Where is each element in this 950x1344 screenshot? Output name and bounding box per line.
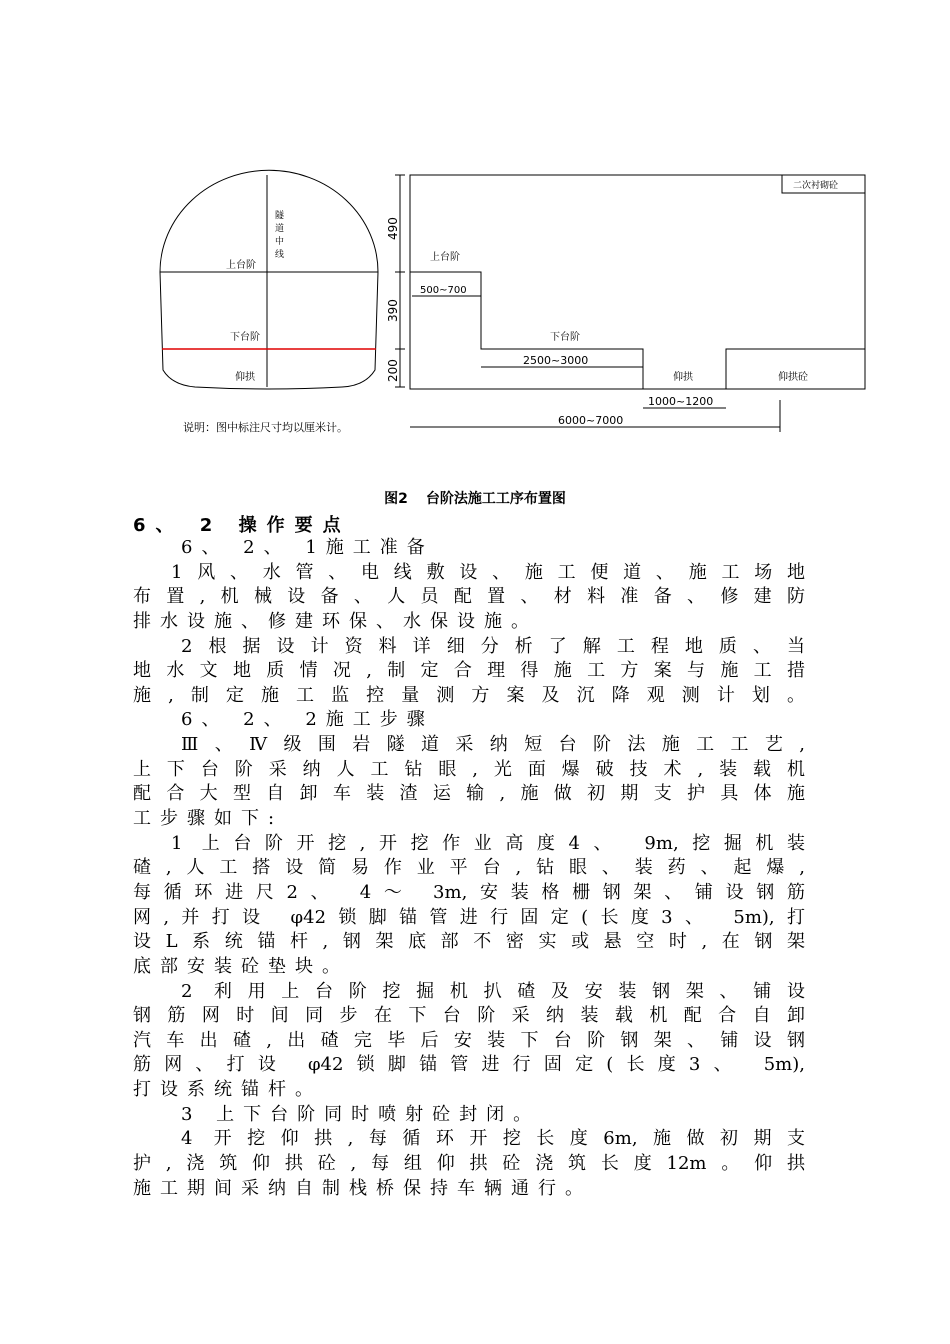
- text-line: 汽车出碴,出碴完毕后安装下台阶钢架、铺设钢: [133, 1029, 805, 1051]
- text-line: 3 上下台阶同时喷射砼封闭。: [181, 1103, 541, 1125]
- dim-490: 490: [386, 217, 400, 240]
- text-line: 底部安装砼垫块。: [133, 955, 349, 977]
- text-line: 筋网、打设 φ42锁脚锚管进行固定(长度3、 5m),: [133, 1054, 805, 1076]
- subsection-heading: 6、 2、 2施工步骤: [181, 709, 434, 731]
- figure-note: 说明：图中标注尺寸均以厘米计。: [183, 421, 348, 434]
- figure-number: 图2: [384, 491, 408, 507]
- text-line: 每循环进尺2、 4～ 3m,安装格栅钢架、铺设钢筋: [133, 881, 805, 903]
- text-line: 施,制定施工监控量测方案及沉降观测计划。: [133, 684, 805, 706]
- text-line: 碴,人工搭设简易作业平台,钻眼、装药、起爆,: [133, 857, 805, 879]
- invert-length: 1000~1200: [648, 395, 714, 408]
- text-line: 2 利用上台阶挖掘机扒碴及安装钢架、铺设: [181, 980, 805, 1002]
- body-text: [133, 536, 805, 1201]
- text-line: 4 开挖仰拱,每循环开挖长度6m,施做初期支: [181, 1128, 805, 1150]
- left-lower-bench-label: 下台阶: [230, 332, 260, 343]
- section-heading: 6、 2 操作要点: [133, 515, 351, 536]
- text-line: Ⅲ、Ⅳ级围岩隧道采纳短台阶法施工工艺,: [181, 734, 805, 756]
- right-invert-label: 仰拱: [673, 372, 693, 383]
- upper-bench-length: 500~700: [420, 285, 467, 296]
- text-line: 地水文地质情况,制定合理得施工方案与施工措: [133, 660, 805, 682]
- construction-layout-figure: [150, 160, 880, 450]
- secondary-lining-label: 二次衬砌砼: [793, 181, 839, 191]
- total-length: 6000~7000: [558, 414, 624, 427]
- longitudinal-profile: [410, 175, 865, 432]
- centerline-label: 隧道中线: [273, 210, 283, 262]
- tunnel-cross-section: [160, 170, 378, 389]
- text-line: 钢筋网时间同步在下台阶采纳装载机配合自卸: [133, 1005, 805, 1027]
- figure-title: 台阶法施工工序布置图: [425, 491, 566, 507]
- lower-bench-length: 2500~3000: [523, 354, 589, 367]
- text-line: 1 上台阶开挖,开挖作业高度4、 9m,挖掘机装: [171, 832, 805, 854]
- left-upper-bench-label: 上台阶: [226, 260, 256, 271]
- right-upper-bench-label: 上台阶: [430, 252, 460, 263]
- figure-caption: [0, 488, 950, 508]
- text-line: 打设系统锚杆。: [133, 1079, 322, 1101]
- right-lower-bench-label: 下台阶: [550, 332, 580, 343]
- text-line: 护,浇筑仰拱砼,每组仰拱砼浇筑长度12m。仰拱: [133, 1153, 805, 1175]
- text-line: 上下台阶采纳人工钻眼,光面爆破技术,装载机: [133, 758, 805, 780]
- text-line: 配合大型自卸车装渣运输,施做初期支护具体施: [133, 783, 805, 805]
- text-line: 设L系统锚杆,钢架底部不密实或悬空时,在钢架: [133, 931, 805, 953]
- left-invert-label: 仰拱: [235, 372, 255, 383]
- text-line: 排水设施、修建环保、水保设施。: [133, 610, 538, 632]
- dim-200: 200: [386, 359, 400, 382]
- text-line: 2根据设计资料详细分析了解工程地质、当: [181, 635, 805, 657]
- height-dimension-line: [395, 175, 405, 387]
- text-line: 1风、水管、电线敷设、施工便道、施工场地: [171, 561, 805, 583]
- text-line: 工步骤如下:: [133, 808, 284, 830]
- text-line: 网,并打设 φ42锁脚锚管进行固定(长度3、 5m),打: [133, 906, 805, 928]
- invert-concrete-label: 仰拱砼: [778, 372, 808, 383]
- text-line: 布置,机械设备、人员配置、材料准备、修建防: [133, 586, 805, 608]
- subsection-heading: 6、 2、 1施工准备: [181, 537, 434, 558]
- text-line: 施工期间采纳自制栈桥保持车辆通行。: [133, 1177, 592, 1199]
- dim-390: 390: [386, 299, 400, 322]
